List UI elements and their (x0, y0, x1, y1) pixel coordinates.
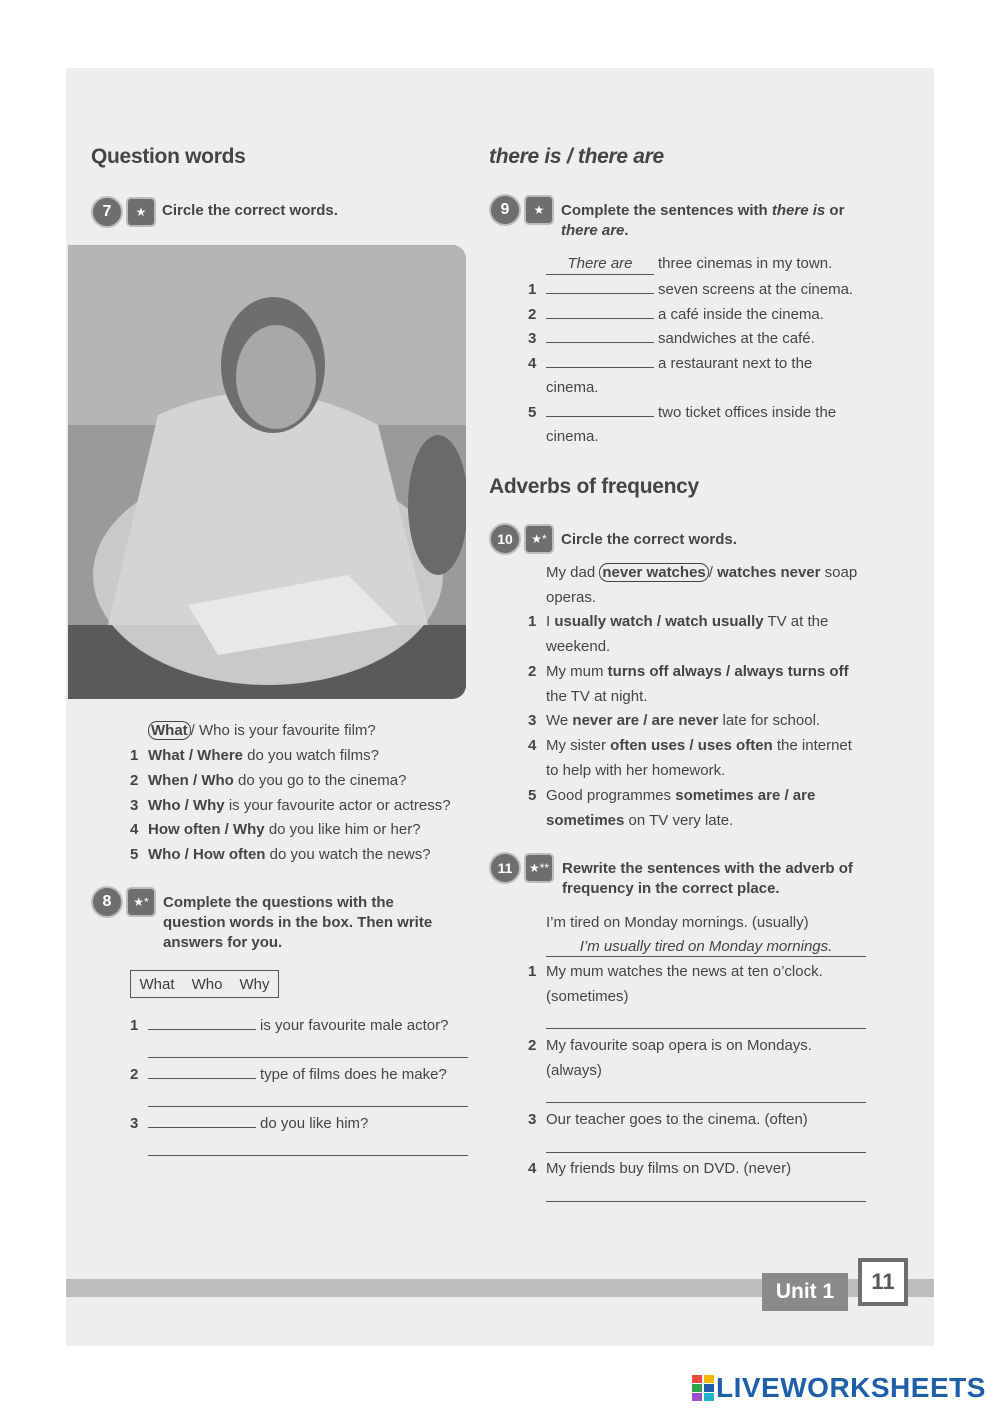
item-text: the internet (772, 737, 852, 754)
list-item (528, 711, 820, 731)
item-text: to help with her homework. (546, 762, 726, 779)
exercise-number: 10 (489, 523, 521, 555)
answer-blank[interactable] (546, 304, 654, 319)
ex11-example-sentence: I’m tired on Monday mornings. (usually) (546, 914, 809, 931)
ex7-example: What / Who is your favourite film? (148, 721, 376, 741)
exercise-7-instruction: Circle the correct words. (162, 202, 338, 219)
exercise-number: 9 (489, 194, 521, 226)
filled-blank: There are (546, 254, 654, 275)
item-text: weekend. (546, 638, 611, 655)
answer-blank[interactable] (148, 1064, 256, 1079)
answer-blank[interactable] (546, 402, 654, 417)
item-number: 4 (528, 355, 537, 372)
exercise-11-instruction: Rewrite the sentences with the adverb of frequency in the correct place. (562, 860, 853, 897)
item-number: 5 (528, 787, 537, 804)
item-text: is your favourite actor or actress? (224, 797, 451, 814)
item-number: 5 (130, 846, 139, 863)
item-number: 2 (130, 1066, 139, 1083)
list-item (528, 1036, 812, 1056)
choice-words: usually watch / watch usually (554, 613, 764, 630)
list-item (528, 402, 836, 423)
star-icon: ★ (524, 195, 554, 225)
answer-blank[interactable] (546, 353, 654, 368)
item-text: Our teacher goes to the cinema. (often) (546, 1111, 808, 1128)
item-text: do you like him or her? (264, 821, 421, 838)
answer-line[interactable] (148, 1155, 468, 1156)
item-text: My friends buy films on DVD. (never) (546, 1160, 792, 1177)
photo-illustration (68, 245, 466, 699)
circled-answer: never watches (599, 563, 708, 582)
item-text: TV at the (763, 613, 829, 630)
choice-words: sometimes are / are (675, 787, 816, 804)
item-continuation: (sometimes) (546, 988, 629, 1005)
list-item (528, 1159, 791, 1179)
word-box-item: Who (191, 975, 223, 993)
section-heading-there-is: there is / there are (489, 145, 664, 168)
list-item (528, 304, 824, 325)
item-number: 2 (130, 772, 139, 789)
star-icon: ★* (524, 524, 554, 554)
answer-blank[interactable] (148, 1113, 256, 1128)
item-text: do you go to the cinema? (233, 772, 407, 789)
item-text: sandwiches at the café. (658, 330, 815, 347)
item-text: a café inside the cinema. (658, 306, 824, 323)
answer-blank[interactable] (546, 279, 654, 294)
answer-line[interactable] (148, 1057, 468, 1058)
item-number: 1 (528, 613, 537, 630)
list-item (528, 1110, 808, 1130)
word-box-item: What (139, 975, 175, 993)
photo-girl-reading (68, 245, 466, 699)
item-number: 3 (130, 797, 139, 814)
choice-words: often uses / uses often (610, 737, 773, 754)
list-item (528, 962, 823, 982)
item-text: type of films does he make? (260, 1066, 447, 1083)
star-icon: ★* (126, 887, 156, 917)
list-item (130, 771, 406, 791)
exercise-number: 8 (91, 886, 123, 918)
item-text: seven screens at the cinema. (658, 281, 854, 298)
answer-line[interactable] (546, 1028, 866, 1029)
answer-line[interactable] (546, 1152, 866, 1153)
choice-words: How often / Why (148, 821, 265, 838)
item-number: 1 (130, 1017, 139, 1034)
list-item (130, 746, 379, 766)
item-text: late for school. (718, 712, 821, 729)
list-item (130, 845, 431, 865)
answer-blank[interactable] (148, 1015, 256, 1030)
unit-label: Unit 1 (762, 1273, 848, 1311)
list-item (130, 1064, 447, 1085)
item-text: My favourite soap opera is on Mondays. (546, 1037, 812, 1054)
exercise-8-badge (91, 886, 156, 918)
exercise-8-instruction: Complete the questions with the question words in the box. Then write answers for you. (163, 894, 433, 951)
choice-words: turns off always / always turns off (607, 663, 849, 680)
item-continuation (546, 637, 610, 657)
item-text: Good programmes (546, 787, 676, 804)
item-number: 2 (528, 663, 537, 680)
item-text: the TV at night. (546, 688, 648, 705)
item-text: is your favourite male actor? (260, 1017, 449, 1034)
item-text: two ticket offices inside the (658, 404, 837, 421)
exercise-9-instruction: Complete the sentences with there is or there are. (561, 202, 845, 239)
ex9-example: There are three cinemas in my town. (546, 254, 832, 275)
choice-words: Who / How often (148, 846, 266, 863)
answer-line[interactable] (148, 1106, 468, 1107)
ex10-example: My dad never watches / watches never soap (546, 564, 858, 581)
item-continuation: (always) (546, 1062, 602, 1079)
list-item (528, 786, 815, 806)
word-box (130, 970, 279, 998)
item-number: 5 (528, 404, 537, 421)
item-number: 3 (528, 330, 537, 347)
exercise-10-instruction: Circle the correct words. (561, 531, 737, 548)
list-item (528, 612, 828, 632)
ex10-example-cont: operas. (546, 589, 597, 606)
answer-blank[interactable] (546, 328, 654, 343)
list-item (528, 328, 815, 349)
item-number: 2 (528, 306, 537, 323)
star-icon: ★** (524, 853, 554, 883)
item-text: do you watch films? (243, 747, 379, 764)
answer-line[interactable] (546, 1102, 866, 1103)
item-text: My sister (546, 737, 611, 754)
item-text: My mum watches the news at ten o’clock. (546, 963, 823, 980)
choice-words: When / Who (148, 772, 234, 789)
item-number: 2 (528, 1037, 537, 1054)
item-number: 3 (528, 712, 537, 729)
circled-answer: What (148, 721, 191, 740)
item-text: My mum (546, 663, 608, 680)
page-number: 11 (858, 1258, 908, 1306)
watermark-text: LIVEWORKSHEETS (716, 1372, 986, 1403)
item-continuation (546, 687, 647, 707)
item-number: 1 (528, 963, 537, 980)
item-continuation (546, 761, 725, 781)
star-icon: ★ (126, 197, 156, 227)
section-heading-question-words: Question words (91, 145, 246, 168)
answer-line[interactable] (546, 1201, 866, 1202)
item-text: on TV very late. (624, 812, 734, 829)
liveworksheets-logo (692, 1372, 986, 1404)
list-item (130, 1113, 368, 1134)
item-text: I (546, 613, 555, 630)
exercise-9-badge (489, 194, 554, 226)
ex11-example-answer: I’m usually tired on Monday mornings. (546, 937, 866, 957)
item-continuation: cinema. (546, 428, 599, 445)
choice-words: sometimes (546, 812, 625, 829)
list-item (130, 820, 421, 840)
item-text: We (546, 712, 573, 729)
exercise-7-badge (91, 196, 156, 228)
item-number: 4 (528, 1160, 537, 1177)
item-continuation: cinema. (546, 379, 599, 396)
item-number: 3 (528, 1111, 537, 1128)
item-number: 1 (130, 747, 139, 764)
word-box-item: Why (239, 975, 270, 993)
item-number: 4 (130, 821, 139, 838)
item-continuation (546, 811, 733, 831)
exercise-number: 11 (489, 852, 521, 884)
item-text: do you watch the news? (265, 846, 431, 863)
item-number: 3 (130, 1115, 139, 1132)
list-item (528, 662, 849, 682)
item-number: 1 (528, 281, 537, 298)
exercise-number: 7 (91, 196, 123, 228)
item-text: a restaurant next to the (658, 355, 813, 372)
item-text: do you like him? (260, 1115, 369, 1132)
exercise-10-badge (489, 523, 554, 555)
choice-words: never are / are never (572, 712, 719, 729)
choice-words: What / Where (148, 747, 244, 764)
choice-words: Who / Why (148, 797, 225, 814)
list-item (130, 1015, 448, 1036)
list-item (130, 796, 451, 816)
list-item (528, 279, 853, 300)
liveworksheets-logo-icon (692, 1375, 714, 1401)
item-number: 4 (528, 737, 537, 754)
list-item (528, 736, 852, 756)
exercise-11-badge (489, 852, 554, 884)
list-item (528, 353, 812, 374)
section-heading-adverbs: Adverbs of frequency (489, 475, 699, 498)
